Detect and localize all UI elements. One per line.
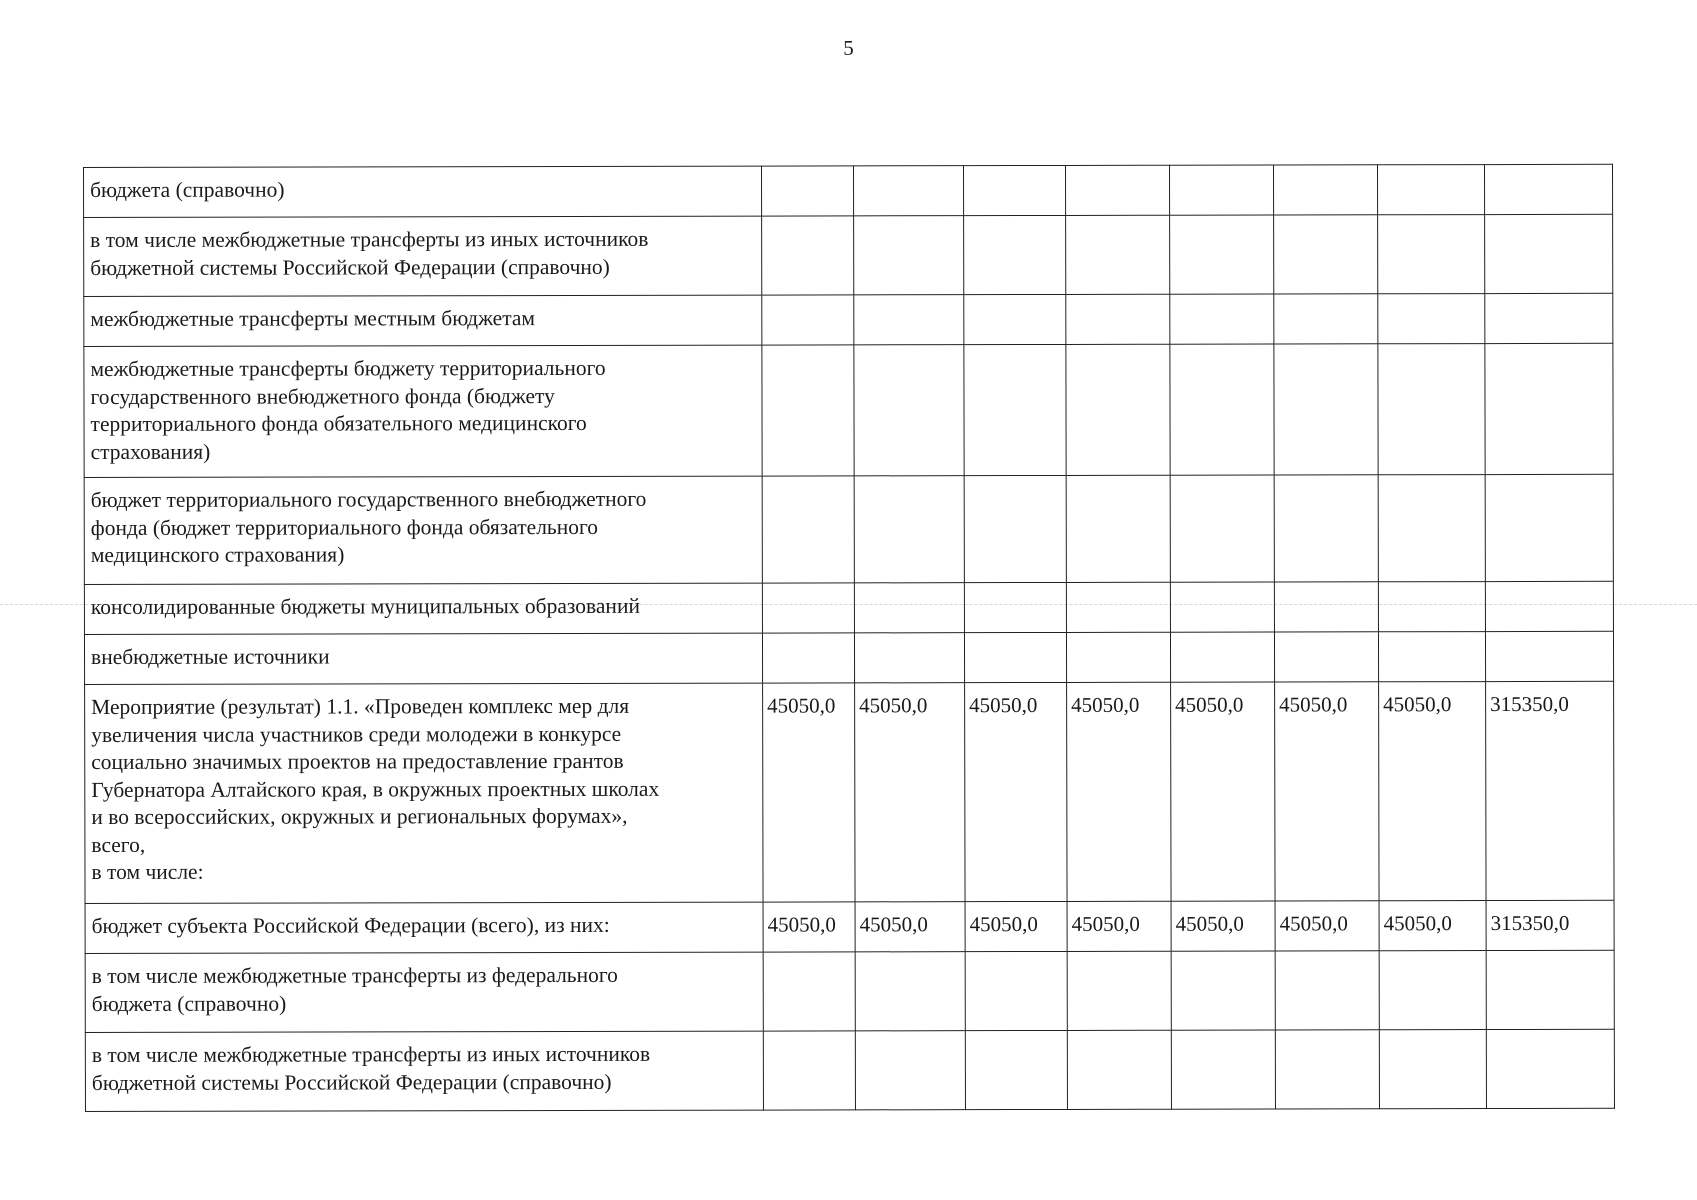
value-cell [1066, 344, 1170, 475]
value-cell [1485, 474, 1613, 581]
value-cell [1274, 582, 1378, 632]
value-cell [964, 475, 1066, 582]
row-label: Мероприятие (результат) 1.1. «Проведен комплекс мер для увеличения числа участников среди молодежи в конкурсе социально значимых проектов на предоставление грантов Губернатора Алтайского края, в окружных проектных школах и во всероссийских, окружных и региональных форумах», всего, в том числе: [85, 683, 763, 903]
value-cell [1170, 294, 1274, 344]
value-cell [1484, 164, 1612, 214]
value-cell [1485, 293, 1613, 343]
value-cell: 45050,0 [965, 901, 1067, 951]
value-cell: 45050,0 [1171, 901, 1275, 951]
value-cell [855, 1031, 965, 1110]
value-cell [762, 633, 854, 683]
value-cell [854, 295, 964, 345]
value-cell [854, 476, 964, 583]
value-cell [1273, 165, 1377, 215]
value-cell [762, 345, 854, 476]
value-cell [1379, 1030, 1486, 1109]
value-cell: 45050,0 [855, 683, 965, 902]
value-cell [1274, 215, 1378, 294]
value-cell: 45050,0 [1379, 682, 1486, 901]
value-cell [964, 632, 1066, 682]
value-cell [1275, 951, 1379, 1030]
table-row [84, 631, 1613, 684]
table-row [84, 214, 1613, 296]
value-cell [1378, 344, 1485, 475]
value-cell [965, 951, 1067, 1030]
value-cell [762, 216, 854, 295]
value-cell [1485, 343, 1613, 474]
row-label: бюджет субъекта Российской Федерации (всего), из них: [85, 902, 763, 953]
table-row [84, 343, 1613, 477]
value-cell [1170, 475, 1274, 582]
value-cell [762, 295, 854, 345]
value-cell [762, 476, 854, 583]
value-cell [1171, 1030, 1275, 1109]
row-label: межбюджетные трансферты бюджету территориального государственного внебюджетного фонда (бюджету территориального фонда обязательного медицинского страхования) [84, 345, 762, 477]
row-label: межбюджетные трансферты местным бюджетам [84, 295, 762, 346]
value-cell [763, 952, 855, 1031]
value-cell [1379, 951, 1486, 1030]
page-number: 5 [843, 36, 854, 60]
value-cell [853, 166, 963, 216]
value-cell [1065, 165, 1169, 215]
value-cell: 45050,0 [1379, 901, 1486, 951]
value-cell [1486, 1029, 1614, 1108]
value-cell [965, 1030, 1067, 1109]
value-cell [1066, 632, 1170, 682]
table-row [84, 581, 1613, 634]
value-cell: 45050,0 [1275, 901, 1379, 951]
value-cell: 45050,0 [1275, 682, 1379, 901]
value-cell [1171, 951, 1275, 1030]
value-cell [1275, 1030, 1379, 1109]
table-row [84, 474, 1613, 584]
value-cell [1378, 215, 1485, 294]
value-cell [762, 583, 854, 633]
value-cell [1486, 950, 1614, 1029]
value-cell [964, 215, 1066, 294]
value-cell [1378, 475, 1485, 582]
row-label: бюджета (справочно) [84, 166, 762, 217]
value-cell: 45050,0 [763, 683, 855, 902]
value-cell [1066, 475, 1170, 582]
value-cell [1066, 215, 1170, 294]
value-cell [964, 294, 1066, 344]
row-label: в том числе межбюджетные трансферты из иных источников бюджетной системы Российской Федерации (справочно) [85, 1031, 763, 1111]
row-label: внебюджетные источники [84, 633, 762, 684]
value-cell [964, 344, 1066, 475]
row-label: в том числе межбюджетные трансферты из федерального бюджета (справочно) [85, 952, 763, 1032]
value-cell [1067, 1030, 1171, 1109]
value-cell [1274, 475, 1378, 582]
value-cell: 315350,0 [1486, 900, 1614, 950]
value-cell [1377, 165, 1484, 215]
value-cell: 45050,0 [763, 902, 855, 952]
value-cell [1067, 951, 1171, 1030]
value-cell [1485, 631, 1613, 681]
value-cell [963, 165, 1065, 215]
budget-table-body [84, 164, 1615, 1111]
value-cell [1066, 294, 1170, 344]
table-row [85, 681, 1614, 903]
value-cell [854, 633, 964, 683]
value-cell: 45050,0 [1067, 682, 1171, 901]
value-cell [1274, 632, 1378, 682]
value-cell: 45050,0 [965, 682, 1067, 901]
row-label: в том числе межбюджетные трансферты из иных источников бюджетной системы Российской Федерации (справочно) [84, 216, 762, 296]
value-cell [854, 345, 964, 476]
value-cell [1485, 581, 1613, 631]
row-label: консолидированные бюджеты муниципальных образований [84, 583, 762, 634]
value-cell [854, 583, 964, 633]
value-cell [964, 582, 1066, 632]
table-row [85, 950, 1614, 1032]
value-cell: 45050,0 [1171, 682, 1275, 901]
table-row [84, 293, 1613, 346]
table-row [85, 1029, 1614, 1111]
value-cell [855, 952, 965, 1031]
value-cell [1378, 582, 1485, 632]
value-cell: 45050,0 [855, 902, 965, 952]
value-cell [761, 166, 853, 216]
value-cell [763, 1031, 855, 1110]
value-cell [1169, 165, 1273, 215]
value-cell [1274, 344, 1378, 475]
value-cell [1378, 632, 1485, 682]
value-cell [1485, 214, 1613, 293]
table-row [85, 900, 1614, 953]
row-label: бюджет территориального государственного внебюджетного фонда (бюджет территориального фонда обязательного медицинского страхования) [84, 476, 762, 584]
value-cell [1378, 294, 1485, 344]
value-cell: 45050,0 [1067, 901, 1171, 951]
value-cell [1274, 294, 1378, 344]
value-cell [1170, 344, 1274, 475]
value-cell [1066, 582, 1170, 632]
value-cell: 315350,0 [1486, 681, 1614, 900]
value-cell [1170, 582, 1274, 632]
value-cell [1170, 632, 1274, 682]
table-row [84, 164, 1613, 217]
value-cell [1170, 215, 1274, 294]
value-cell [854, 216, 964, 295]
budget-table [83, 164, 1615, 1112]
